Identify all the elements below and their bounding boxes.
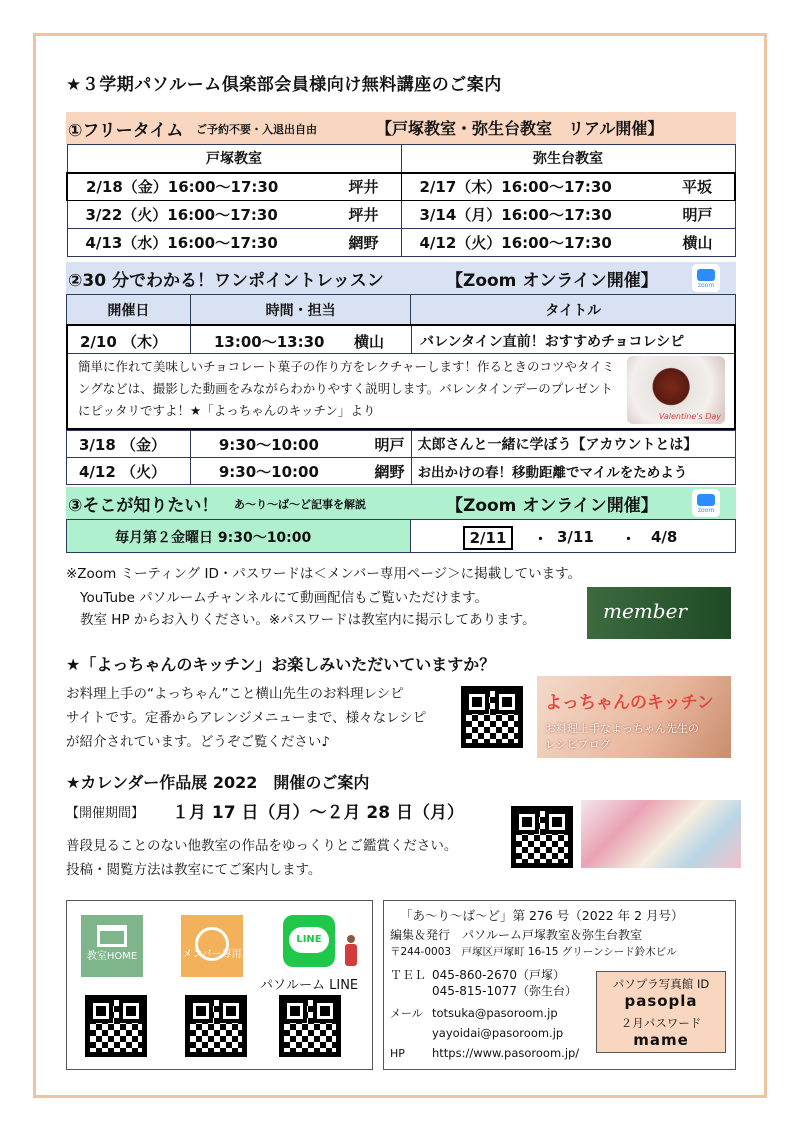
member-icon[interactable] (181, 915, 243, 977)
col-yayoidai: 弥生台教室 (401, 145, 735, 173)
date-item: 3/11 (557, 528, 594, 546)
photo-caption: Valentine's Day (658, 412, 721, 421)
calendar-text-2: 投稿・閲覧方法は教室にてご案内します。 (66, 862, 322, 878)
table-row (67, 458, 736, 485)
publisher-box (383, 900, 736, 1070)
line-label: パソルーム LINE (260, 978, 359, 993)
youtube-note: YouTube パソルームチャンネルにて動画配信もご覧いただけます。 (80, 590, 489, 606)
lesson-teacher: 明戸 (374, 435, 405, 454)
table-row (67, 229, 735, 257)
line-icon-text: LINE (289, 927, 329, 953)
cell-date: 4/12（火）16:00～17:30 (419, 234, 612, 252)
kitchen-heading: ★「よっちゃんのキッチン」お楽しみいただいていますか？ (66, 655, 496, 674)
date-separator: ・ (621, 530, 637, 548)
kitchen-banner[interactable] (537, 676, 731, 758)
lesson-description: 簡単に作れて美味しいチョコレート菓子の作り方をレクチャーします！作るときのコツやタイミングなどは、撮影した動画をみながらわかりやすく説明します。バレンタインデーのプレゼントにピッタリですよ！★「よっちゃんのキッチン」より (78, 359, 615, 418)
date-item: 4/8 (651, 528, 678, 546)
lesson-date: 4/12 （火） (67, 458, 191, 485)
lesson-title: バレンタイン直前！おすすめチョコレシピ (420, 334, 685, 350)
zoom-icon: zoom (692, 489, 720, 517)
lesson-date: 2/10 （木） (80, 333, 168, 351)
cell-date: 3/22（火）16:00～17:30 (85, 206, 278, 224)
home-icon[interactable] (81, 915, 143, 977)
kitchen-text-2: サイトです。定番からアレンジメニューまで、様々なレシピ (66, 710, 427, 726)
zoom-icon: zoom (692, 264, 720, 292)
kitchen-qr-code[interactable] (461, 686, 523, 748)
password-label: ２月パスワード (620, 1016, 702, 1030)
lesson-teacher: 網野 (374, 462, 405, 481)
member-qr-code[interactable] (185, 995, 247, 1057)
zoom-note: ※Zoom ミーティング ID・パスワードは＜メンバー専用ページ＞に掲載しています。 (66, 566, 582, 582)
lesson-table (66, 430, 736, 485)
hp-link[interactable]: https://www.pasoroom.jp/ (432, 1046, 580, 1060)
photo-label: パソプラ写真館 ID (612, 977, 710, 991)
cell-teacher: 平坂 (681, 178, 712, 197)
section1-tag: 【戸塚教室・弥生台教室 リアル開催】 (376, 119, 664, 138)
col-title: タイトル (411, 295, 736, 325)
lesson-date: 3/18 （金） (67, 431, 191, 458)
lesson-title: お出かけの春！移動距離でマイルをためよう (411, 458, 735, 485)
cell-date: 3/14（月）16:00～17:30 (419, 206, 612, 224)
date-highlight: 2/11 (463, 526, 513, 550)
line-qr-code[interactable] (279, 995, 341, 1057)
home-qr-code[interactable] (85, 995, 147, 1057)
section3-header (66, 487, 736, 519)
line-icon[interactable] (283, 915, 335, 967)
mail-yayoidai[interactable]: yayoidai@pasoroom.jp (432, 1026, 564, 1040)
period-label: 【開催期間】 (66, 806, 145, 821)
lesson-table-header (66, 294, 736, 325)
section3-heading: ③そこが知りたい！ (68, 496, 219, 516)
hp-note: 教室 HP からお入りください。※パスワードは教室内に掲示してあります。 (80, 612, 536, 628)
cell-teacher: 明戸 (682, 206, 713, 224)
lesson-time: 13:00～13:30 (214, 333, 325, 351)
section3-sub: あ～り～ば～ど記事を解説 (234, 498, 366, 511)
col-date: 開催日 (67, 295, 191, 325)
page-title: ★３学期パソルーム倶楽部会員様向け無料講座のご案内 (66, 75, 502, 95)
section3-tag: 【Zoom オンライン開催】 (446, 496, 658, 516)
table-row (67, 201, 735, 229)
tel-label: ＴＥＬ (390, 968, 427, 982)
freetime-table (66, 144, 736, 257)
issue-info: 「あ～り～ば～ど」第 276 号（2022 年 2 月号） (400, 908, 684, 923)
kitchen-text-3: が紹介されています。どうぞご覧ください♪ (66, 734, 331, 750)
tel-totsuka: 045-860-2670（戸塚） (432, 968, 566, 982)
banner-sub: レシピブログ (545, 738, 611, 751)
mail-totsuka[interactable]: totsuka@pasoroom.jp (432, 1006, 558, 1020)
address: 〒244-0003 戸塚区戸塚町 16-15 グリーンシード鈴木ビル (390, 946, 677, 958)
calendar-heading: ★カレンダー作品展 2022 開催のご案内 (66, 773, 370, 792)
photo-id-box (596, 971, 726, 1053)
mail-label: メール (390, 1007, 423, 1020)
cell-teacher: 坪井 (348, 206, 379, 224)
col-totsuka: 戸塚教室 (67, 145, 401, 173)
banner-sub: お料理上手なよっちゃん先生の (545, 722, 699, 735)
lesson-title: 太郎さんと一緒に学ぼう【アカウントとは】 (411, 431, 735, 458)
password: mame (633, 1031, 689, 1049)
home-label: 教室HOME (86, 951, 138, 962)
section2-header (66, 262, 736, 294)
cell-teacher: 網野 (348, 234, 379, 252)
section2-heading: ②30 分でわかる！ワンポイントレッスン (68, 271, 384, 291)
publisher: 編集＆発行 パソルーム戸塚教室＆弥生台教室 (390, 928, 643, 942)
cell-date: 2/18（金）16:00～17:30 (86, 178, 279, 197)
lesson-time: 9:30～10:00 (218, 435, 319, 454)
member-label: メンバー専用 (182, 949, 242, 960)
footer-links-box (66, 900, 373, 1070)
table-row (67, 431, 736, 458)
tel-yayoidai: 045-815-1077（弥生台） (432, 984, 578, 998)
lesson-time: 9:30～10:00 (218, 462, 319, 481)
chocolate-photo (627, 356, 725, 424)
schedule-text: 毎月第２金曜日 9:30～10:00 (115, 530, 312, 546)
member-badge[interactable]: member (587, 587, 731, 639)
section3-schedule (66, 519, 736, 553)
calendar-works-photo (581, 800, 741, 868)
cell-date: 4/13（水）16:00～17:30 (85, 234, 278, 252)
calendar-text-1: 普段見ることのない他教室の作品をゆっくりとご鑑賞ください。 (66, 838, 458, 854)
date-separator: ・ (533, 530, 549, 548)
banner-title: よっちゃんのキッチン (545, 693, 714, 713)
people-illustration (345, 935, 361, 971)
section2-tag: 【Zoom オンライン開催】 (446, 271, 658, 291)
cell-teacher: 横山 (682, 234, 713, 252)
period-dates: １月 17 日（月）～２月 28 日（月） (172, 803, 464, 823)
section1-heading: ①フリータイム (68, 121, 184, 141)
cell-teacher: 坪井 (348, 178, 379, 197)
table-row (67, 173, 735, 201)
section1-header (66, 112, 736, 144)
lesson-teacher: 横山 (354, 333, 385, 351)
calendar-qr-code[interactable] (511, 806, 573, 868)
section1-sub: ご予約不要・入退出自由 (196, 123, 317, 136)
col-time: 時間・担当 (190, 295, 411, 325)
photo-id: pasopla (624, 992, 698, 1010)
kitchen-text-1: お料理上手の“よっちゃん”こと横山先生のお料理レシピ (66, 686, 404, 702)
hp-label: HP (390, 1047, 405, 1060)
cell-date: 2/17（木）16:00～17:30 (419, 178, 612, 197)
